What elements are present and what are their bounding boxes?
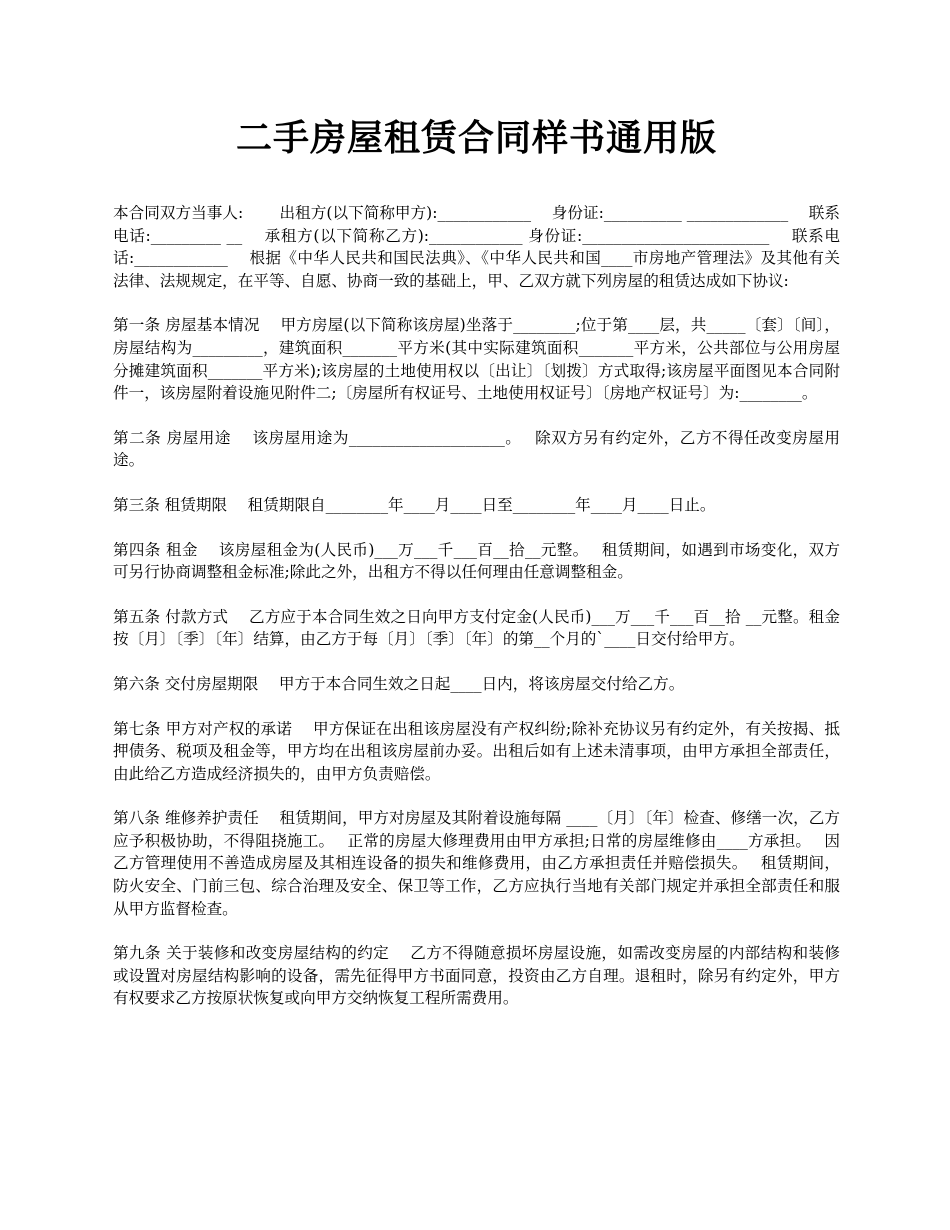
document-title: 二手房屋租赁合同样书通用版 [235, 117, 717, 159]
article-7-paragraph: 第七条 甲方对产权的承诺 甲方保证在出租该房屋没有产权纠纷;除补充协议另有约定外，有关按揭、抵押债务、税项及租金等，甲方均在出租该房屋前办妥。出租后如有上述未清事项，由甲方承担全部责任，由此给乙方造成经济损失的，由甲方负责赔偿。 [113, 719, 840, 783]
article-4-paragraph: 第四条 租金 该房屋租金为(人民币)___万___千___百__拾__元整。 租赁期间，如遇到市场变化，双方可另行协商调整租金标准;除此之外，出租方不得以任何理由任意调整租金。 [113, 540, 840, 582]
article-6-paragraph: 第六条 交付房屋期限 甲方于本合同生效之日起____日内，将该房屋交付给乙方。 [113, 674, 685, 693]
article-9-paragraph: 第九条 关于装修和改变房屋结构的约定 乙方不得随意损坏房屋设施，如需改变房屋的内部结构和装修或设置对房屋结构影响的设备，需先征得甲方书面同意，投资由乙方自理。退租时，除另有约定外，甲方有权要求乙方按原状恢复或向甲方交纳恢复工程所需费用。 [113, 944, 840, 1008]
parties-paragraph: 本合同双方当事人: 出租方(以下简称甲方):____________ 身份证:__________ _____________ 联系电话:_________ __ 承租方(以下简称乙方):____________ 身份证:________________________ 联系电话:____________ 根据《中华人民共和国民法典》、《中华人民共和国____市房地产管理法》及其他有关法律、法规规定，在平等、自愿、协商一致的基础上，甲、乙双方就下列房屋的租赁达成如下协议: [113, 204, 840, 290]
article-1-paragraph: 第一条 房屋基本情况 甲方房屋(以下简称该房屋)坐落于________;位于第____层，共_____〔套〕〔间〕，房屋结构为_________，建筑面积_______平方米(其中实际建筑面积_______平方米，公共部位与公用房屋分摊建筑面积_______平方米);该房屋的土地使用权以〔出让〕〔划拨〕方式取得;该房屋平面图见本合同附件一，该房屋附着设施见附件二;〔房屋所有权证号、土地使用权证号〕〔房地产权证号〕为:________。 [113, 316, 840, 403]
article-5-paragraph: 第五条 付款方式 乙方应于本合同生效之日向甲方支付定金(人民币)___万___千___百__拾 __元整。租金按〔月〕〔季〕〔年〕结算，由乙方于每〔月〕〔季〕〔年〕的第__个月的`____日交付给甲方。 [113, 607, 840, 649]
article-2-paragraph: 第二条 房屋用途 该房屋用途为____________________。 除双方另有约定外，乙方不得任改变房屋用途。 [113, 428, 840, 470]
article-8-paragraph: 第八条 维修养护责任 租赁期间，甲方对房屋及其附着设施每隔 ____〔月〕〔年〕检查、修缮一次，乙方应予积极协助，不得阻挠施工。 正常的房屋大修理费用由甲方承担;日常的房屋维修由____方承担。 因乙方管理使用不善造成房屋及其相连设备的损失和维修费用，由乙方承担责任并赔偿损失。 租赁期间，防火安全、门前三包、综合治理及安全、保卫等工作，乙方应执行当地有关部门规定并承担全部责任和服从甲方监督检查。 [113, 809, 840, 918]
article-3-paragraph: 第三条 租赁期限 租赁期限自________年____月____日至________年____月____日止。 [113, 495, 716, 514]
document-page [113, 112, 840, 1032]
